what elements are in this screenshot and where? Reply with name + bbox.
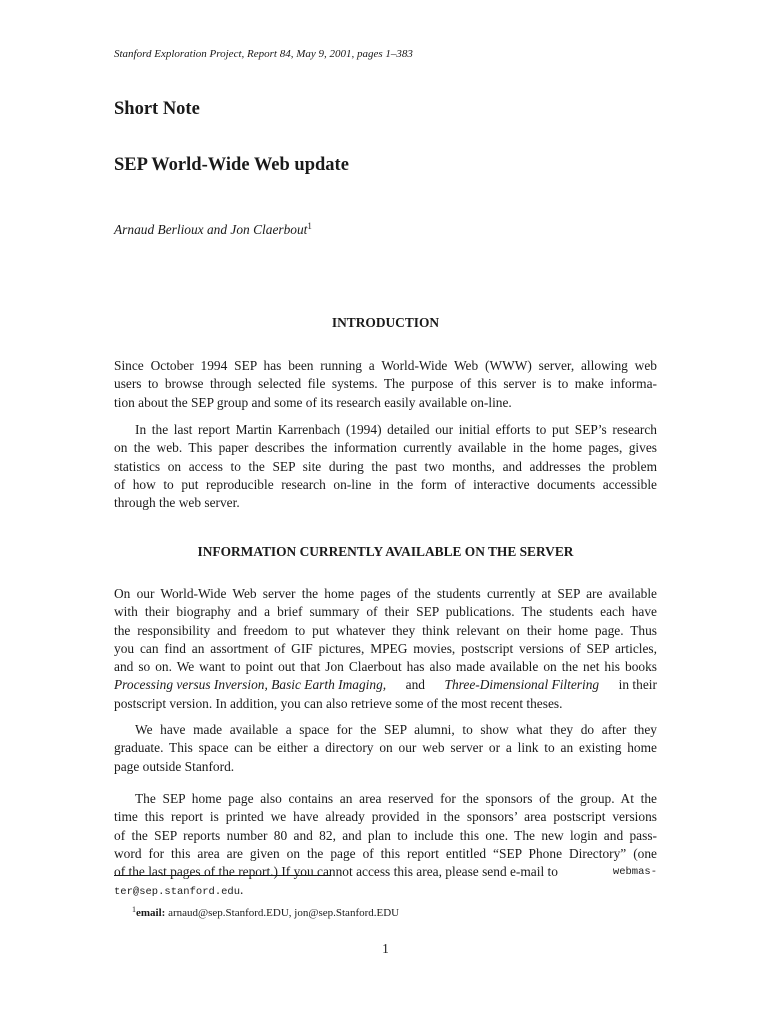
section-heading-information: INFORMATION CURRENTLY AVAILABLE ON THE SERVER [197, 544, 574, 559]
info-paragraph-1 [114, 585, 657, 713]
text-line: time this report is printed we have already provided in the sponsors’ area postscript versions [114, 809, 657, 825]
footnote-emails[interactable]: arnaud@sep.Stanford.EDU, jon@sep.Stanford.EDU [168, 907, 400, 919]
footnote-label: email: [136, 907, 166, 919]
text-line: On our World-Wide Web server the home pages of the students currently at SEP are available [114, 586, 657, 601]
text-line: page outside Stanford. [114, 758, 235, 774]
text-line: In the last report Martin Karrenbach (1994) detailed our initial efforts to put SEP’s research [135, 422, 657, 437]
running-head: Stanford Exploration Project, Report 84, May 9, 2001, pages 1–383 [114, 48, 413, 60]
email-link-webmaster-part2[interactable]: ter@sep.stanford.edu [114, 886, 241, 899]
text-line: The SEP home page also contains an area reserved for the sponsors of the group. At the [135, 791, 657, 806]
text-line: statistics on access to the SEP site during the past two months, and addresses the problem [114, 458, 657, 474]
author-footnote-mark: 1 [307, 221, 312, 231]
text-line: tion about the SEP group and some of its research easily available on-line. [114, 394, 512, 410]
page-number: 1 [382, 941, 389, 956]
books-tail: in their [618, 677, 657, 693]
footnote-rule [114, 875, 330, 876]
text-line: of the SEP reports number 80 and 82, and plan to include this one. The new login and pass- [114, 827, 657, 843]
intro-paragraph-2 [114, 421, 657, 512]
text-line: of how to put reproducible research on-line in the form of interactive documents accessible [114, 476, 657, 492]
authors: Arnaud Berlioux and Jon Claerbout [114, 222, 308, 237]
text-line: graduate. This space can be either a directory on our web server or a link to an existing home [114, 740, 657, 756]
text-line: users to browse through selected file systems. The purpose of this server is to make informa- [114, 376, 657, 392]
section-heading-introduction: INTRODUCTION [331, 315, 440, 330]
text-line-books [114, 676, 657, 694]
book-title-2: Three-Dimensional Filtering [444, 677, 600, 693]
text-line: you can find an assortment of GIF pictures, MPEG movies, postscript versions of SEP articles, [114, 640, 657, 656]
authors-line [114, 221, 312, 238]
text-line: postscript version. In addition, you can also retrieve some of the most recent theses. [114, 695, 563, 711]
text-line: word for this area are given on the page of this report entitled “SEP Phone Directory” (one [114, 845, 657, 861]
text-line [114, 881, 657, 899]
text-line: We have made available a space for the SEP alumni, to show what they do after they [135, 722, 657, 737]
info-paragraph-3 [114, 790, 657, 900]
text-line: with their biography and a brief summary of their SEP publications. The students each have [114, 604, 657, 620]
books-and: and [405, 677, 425, 693]
intro-paragraph-1 [114, 357, 657, 412]
email-link-webmaster-part1[interactable]: webmas- [612, 866, 657, 879]
footnote [132, 905, 399, 919]
book-title-1: Processing versus Inversion, Basic Earth Imaging, [114, 677, 387, 693]
text-line-body: of the last pages of the report.) If you cannot access this area, please send e-mail to [114, 864, 558, 880]
text-line: and so on. We want to point out that Jon Claerbout has also made available on the net his books [114, 659, 657, 675]
text-line: Since October 1994 SEP has been running a World-Wide Web (WWW) server, allowing web [114, 358, 657, 373]
footnote-mark: 1 [132, 905, 136, 914]
note-label: Short Note [114, 99, 200, 119]
text-line: on the web. This paper describes the information currently available in the home pages, gives [114, 440, 657, 456]
article-title: SEP World-Wide Web update [114, 155, 349, 175]
text-line: through the web server. [114, 495, 240, 511]
sentence-end: . [240, 882, 244, 898]
text-line [114, 863, 657, 881]
info-paragraph-2 [114, 721, 657, 776]
text-line: the responsibility and freedom to put whatever they think relevant on their home page. Thus [114, 622, 657, 638]
